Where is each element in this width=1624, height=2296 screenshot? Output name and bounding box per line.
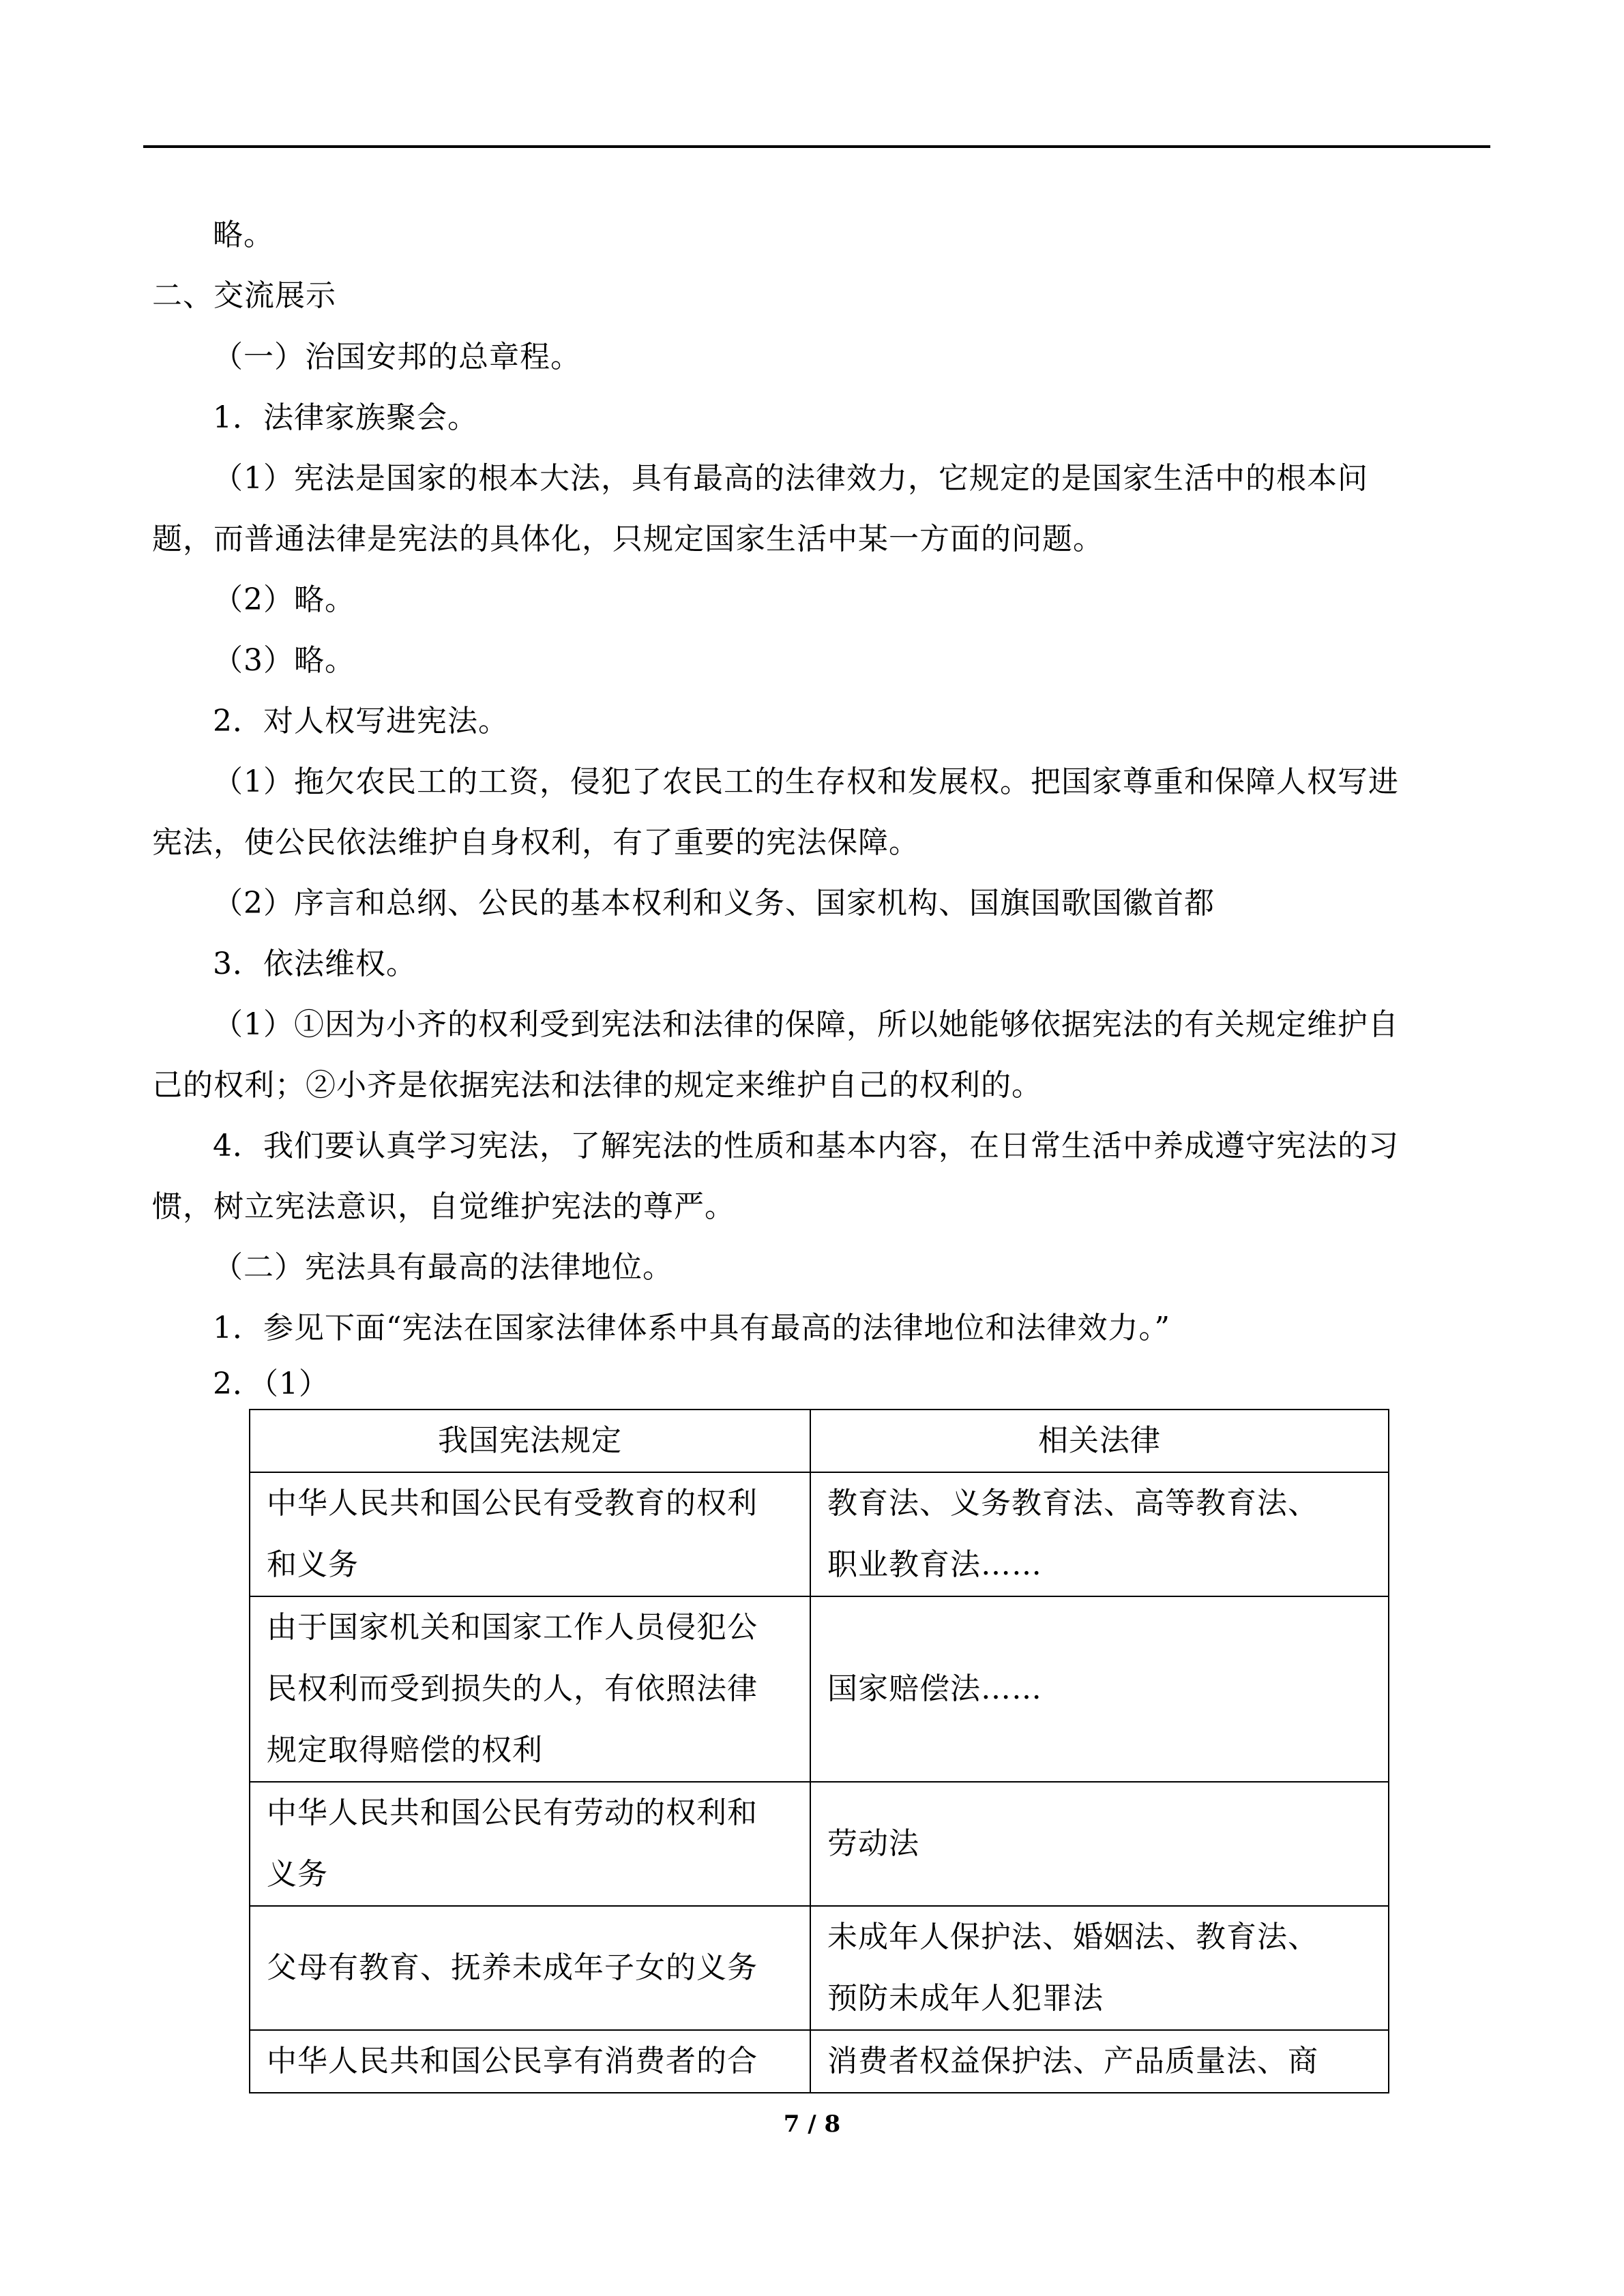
- table-cell: [810, 1472, 1389, 1596]
- cell-line: 由于国家机关和国家工作人员侵犯公: [267, 1610, 758, 1645]
- text-line: 4．我们要认真学习宪法，了解宪法的性质和基本内容，在日常生活中养成遵守宪法的习: [213, 1129, 1399, 1163]
- table-cell: [810, 1906, 1389, 2030]
- cell-line: 和义务: [267, 1547, 359, 1582]
- table-header-constitution: 我国宪法规定: [250, 1410, 810, 1472]
- cell-line: 预防未成年人犯罪法: [827, 1981, 1104, 2016]
- table-cell: [250, 1596, 810, 1782]
- text-line: （3）略。: [213, 643, 355, 678]
- cell-line: 中华人民共和国公民享有消费者的合: [267, 2044, 758, 2078]
- text-line: 3．依法维权。: [213, 946, 417, 981]
- table-header-laws: 相关法律: [810, 1410, 1389, 1472]
- table-cell: [250, 2030, 810, 2093]
- table-row: [250, 1782, 1389, 1906]
- table-cell: [250, 1906, 810, 2030]
- page-number: 7 / 8: [783, 2111, 841, 2138]
- text-line: 1．参见下面“宪法在国家法律体系中具有最高的法律地位和法律效力。”: [213, 1311, 1170, 1345]
- text-line: 略。: [213, 218, 274, 252]
- table-header-row: [250, 1410, 1389, 1472]
- law-table: [249, 1409, 1389, 2093]
- header-rule: [143, 145, 1490, 148]
- cell-line: 劳动法: [827, 1826, 919, 1861]
- text-line: 2．对人权写进宪法。: [213, 704, 509, 739]
- text-line: （1）①因为小齐的权利受到宪法和法律的保障，所以她能够依据宪法的有关规定维护自: [213, 1007, 1399, 1042]
- table-cell: [810, 2030, 1389, 2093]
- subsection-heading: （二）宪法具有最高的法律地位。: [213, 1250, 673, 1285]
- table-row: [250, 2030, 1389, 2093]
- table-cell: [250, 1782, 810, 1906]
- text-line: 己的权利；②小齐是依据宪法和法律的规定来维护自己的权利的。: [152, 1068, 1042, 1103]
- section-heading: 二、交流展示: [152, 278, 336, 313]
- cell-line: 父母有教育、抚养未成年子女的义务: [267, 1950, 758, 1985]
- subsection-heading: （一）治国安邦的总章程。: [213, 340, 581, 374]
- text-line: （1）拖欠农民工的工资，侵犯了农民工的生存权和发展权。把国家尊重和保障人权写进: [213, 764, 1399, 799]
- cell-line: 职业教育法……: [827, 1547, 1042, 1582]
- text-line: （1）宪法是国家的根本大法，具有最高的法律效力，它规定的是国家生活中的根本问: [213, 461, 1368, 496]
- table-row: [250, 1596, 1389, 1782]
- cell-line: 国家赔偿法……: [827, 1671, 1042, 1706]
- text-line: 惯，树立宪法意识，自觉维护宪法的尊严。: [152, 1189, 735, 1224]
- text-line: 题，而普通法律是宪法的具体化，只规定国家生活中某一方面的问题。: [152, 522, 1104, 556]
- text-line: （2）序言和总纲、公民的基本权利和义务、国家机构、国旗国歌国徽首都: [213, 886, 1215, 921]
- table-cell: [810, 1782, 1389, 1906]
- text-line: 宪法，使公民依法维护自身权利，有了重要的宪法保障。: [152, 825, 919, 860]
- cell-line: 教育法、义务教育法、高等教育法、: [827, 1486, 1318, 1521]
- cell-line: 未成年人保护法、婚姻法、教育法、: [827, 1920, 1318, 1954]
- cell-line: 义务: [267, 1857, 328, 1892]
- cell-line: 消费者权益保护法、产品质量法、商: [827, 2044, 1318, 2078]
- cell-line: 中华人民共和国公民有劳动的权利和: [267, 1795, 758, 1830]
- cell-line: 中华人民共和国公民有受教育的权利: [267, 1486, 758, 1521]
- text-line: 1．法律家族聚会。: [213, 400, 478, 435]
- table-cell: [250, 1472, 810, 1596]
- cell-line: 规定取得赔偿的权利: [267, 1733, 543, 1768]
- table-cell: [810, 1596, 1389, 1782]
- text-line: 2．（1）: [213, 1367, 329, 1401]
- table-row: [250, 1472, 1389, 1596]
- table-row: [250, 1906, 1389, 2030]
- text-line: （2）略。: [213, 582, 355, 617]
- cell-line: 民权利而受到损失的人，有依照法律: [267, 1671, 758, 1706]
